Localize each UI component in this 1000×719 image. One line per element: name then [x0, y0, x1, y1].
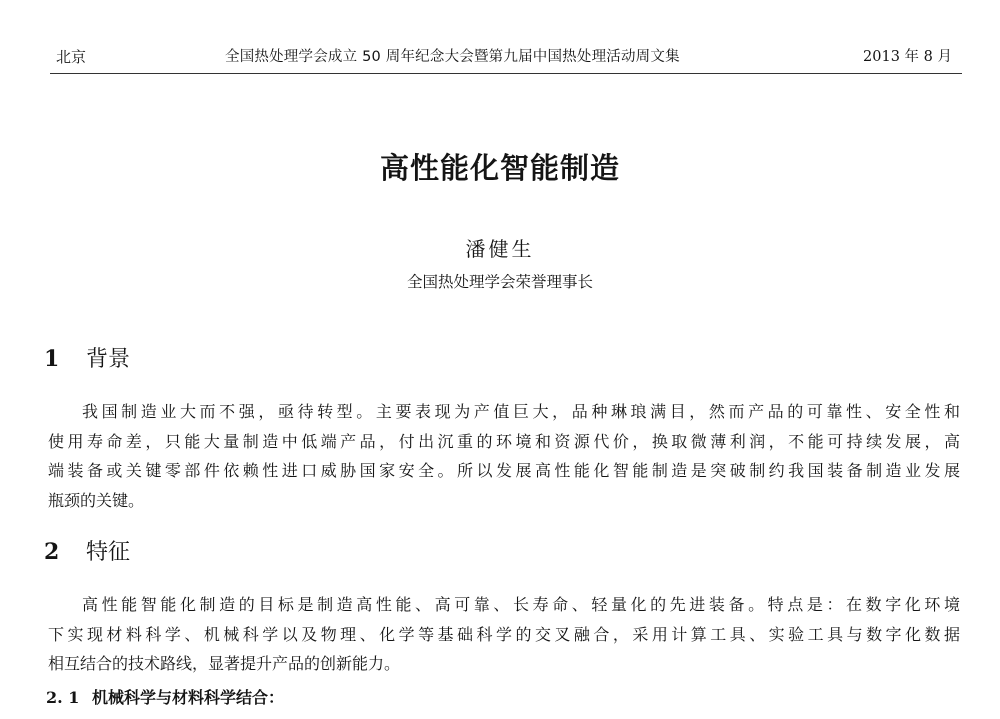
- author-name: 潘健生: [465, 237, 535, 261]
- section-2-paragraph: [48, 590, 960, 679]
- subsection-title: 机械科学与材料科学结合：: [92, 688, 285, 707]
- section-number: 1: [44, 346, 60, 372]
- subsection-number: 2. 1: [46, 688, 80, 707]
- section-heading-features: [44, 537, 130, 568]
- running-header: [50, 47, 960, 71]
- paragraph-line: 我国制造业大而不强，亟待转型。主要表现为产值巨大，品种琳琅满目，然而产品的可靠性、安全性和: [82, 402, 960, 421]
- author-affiliation: 全国热处理学会荣誉理事长: [406, 273, 593, 291]
- section-title: 背景: [86, 347, 131, 372]
- paragraph-line: 瓶颈的关键。: [48, 490, 145, 510]
- section-1-paragraph: [48, 397, 960, 515]
- subsection-heading: [46, 686, 284, 710]
- section-heading-background: [44, 344, 130, 375]
- running-header-date: 2013 年 8 月: [863, 49, 952, 65]
- paragraph-line: 端装备或关键零部件依赖性进口威胁国家安全。所以发展高性能化智能制造是突破制约我国装备制造业发展: [48, 461, 960, 480]
- paragraph-line: 使用寿命差，只能大量制造中低端产品，付出沉重的环境和资源代价，换取微薄利润，不能可持续发展，高: [48, 431, 960, 451]
- header-rule: [50, 73, 962, 74]
- paragraph-line: 高性能智能化制造的目标是制造高性能、高可靠、长寿命、轻量化的先进装备。特点是：在数字化环境: [82, 595, 960, 614]
- paragraph-line: 相互结合的技术路线，显著提升产品的创新能力。: [48, 654, 401, 673]
- paragraph-line: 下实现材料科学、机械科学以及物理、化学等基础科学的交叉融合，采用计算工具、实验工具与数字化数据: [48, 624, 960, 644]
- section-number: 2: [44, 539, 60, 565]
- paper-title: 高性能化智能制造: [379, 151, 620, 185]
- running-header-location: 北京: [56, 48, 87, 66]
- section-title: 特征: [86, 540, 131, 565]
- running-header-proceedings-title: 全国热处理学会成立 50 周年纪念大会暨第九届中国热处理活动周文集: [225, 49, 680, 65]
